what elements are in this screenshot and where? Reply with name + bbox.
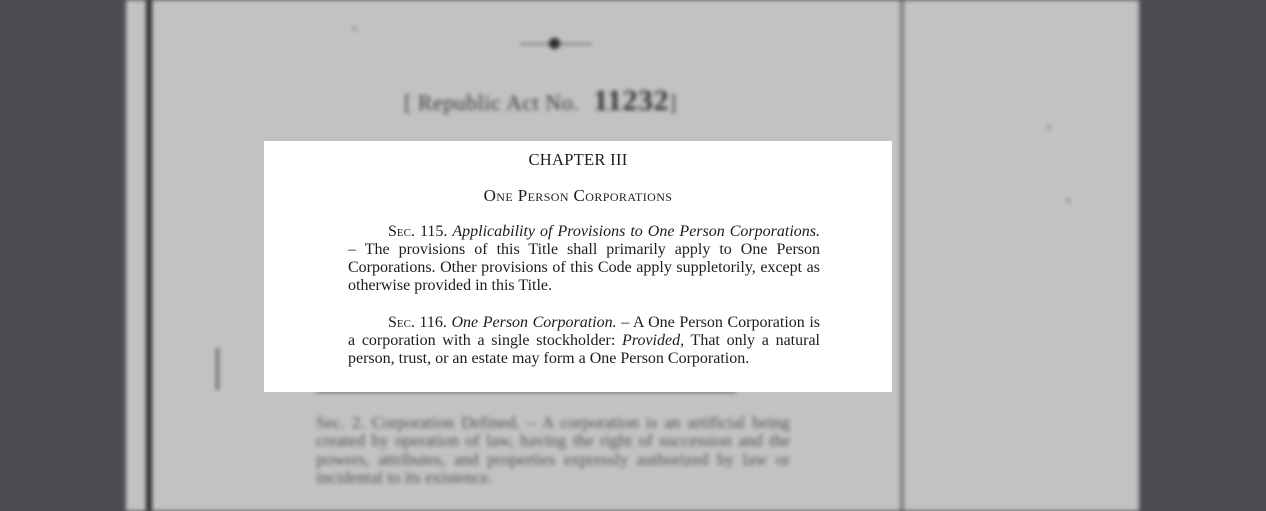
section-body: – The provisions of this Title shall primarily apply to One Person Corporations. Other provisions of this Code apply suppletorily, except as otherwise provided in this Title. xyxy=(348,241,820,294)
speck xyxy=(1046,125,1051,130)
republic-act-header xyxy=(404,84,677,118)
republic-act-label: [ Republic Act No. xyxy=(404,90,580,115)
page-left-border xyxy=(146,0,152,511)
section-115 xyxy=(348,223,820,295)
section-number: Sec. 116. xyxy=(388,314,447,331)
page-right-border xyxy=(900,0,904,511)
section-116 xyxy=(348,314,820,368)
chapter-heading: CHAPTER III xyxy=(528,150,628,169)
excerpt-panel xyxy=(264,141,892,392)
republic-act-number: 11232 xyxy=(593,84,670,117)
speck xyxy=(1066,198,1071,203)
section-body: – A One Person Corporation is a corporation with a single stockholder: xyxy=(348,314,820,349)
republic-act-bracket: ] xyxy=(669,90,677,115)
blurred-section-text: Sec. 2. Corporation Defined. – A corporation is an artificial being created by operation of law, having the right of succession and the powers, attributes, and properties expressly authorized by law or incidental to its existence. xyxy=(316,413,790,488)
chapter-title: One Person Corporations xyxy=(483,186,673,205)
margin-mark xyxy=(216,348,219,390)
section-number: Sec. 115. xyxy=(388,223,448,240)
proviso-term: Provided, xyxy=(622,332,685,349)
speck xyxy=(352,26,357,31)
section-body: That only a natural person, trust, or an estate may form a One Person Corporation. xyxy=(348,332,820,367)
section-title: Applicability of Provisions to One Person Corporations. xyxy=(452,223,820,240)
section-title: One Person Corporation. xyxy=(451,314,617,331)
ornament-dot xyxy=(549,38,560,49)
